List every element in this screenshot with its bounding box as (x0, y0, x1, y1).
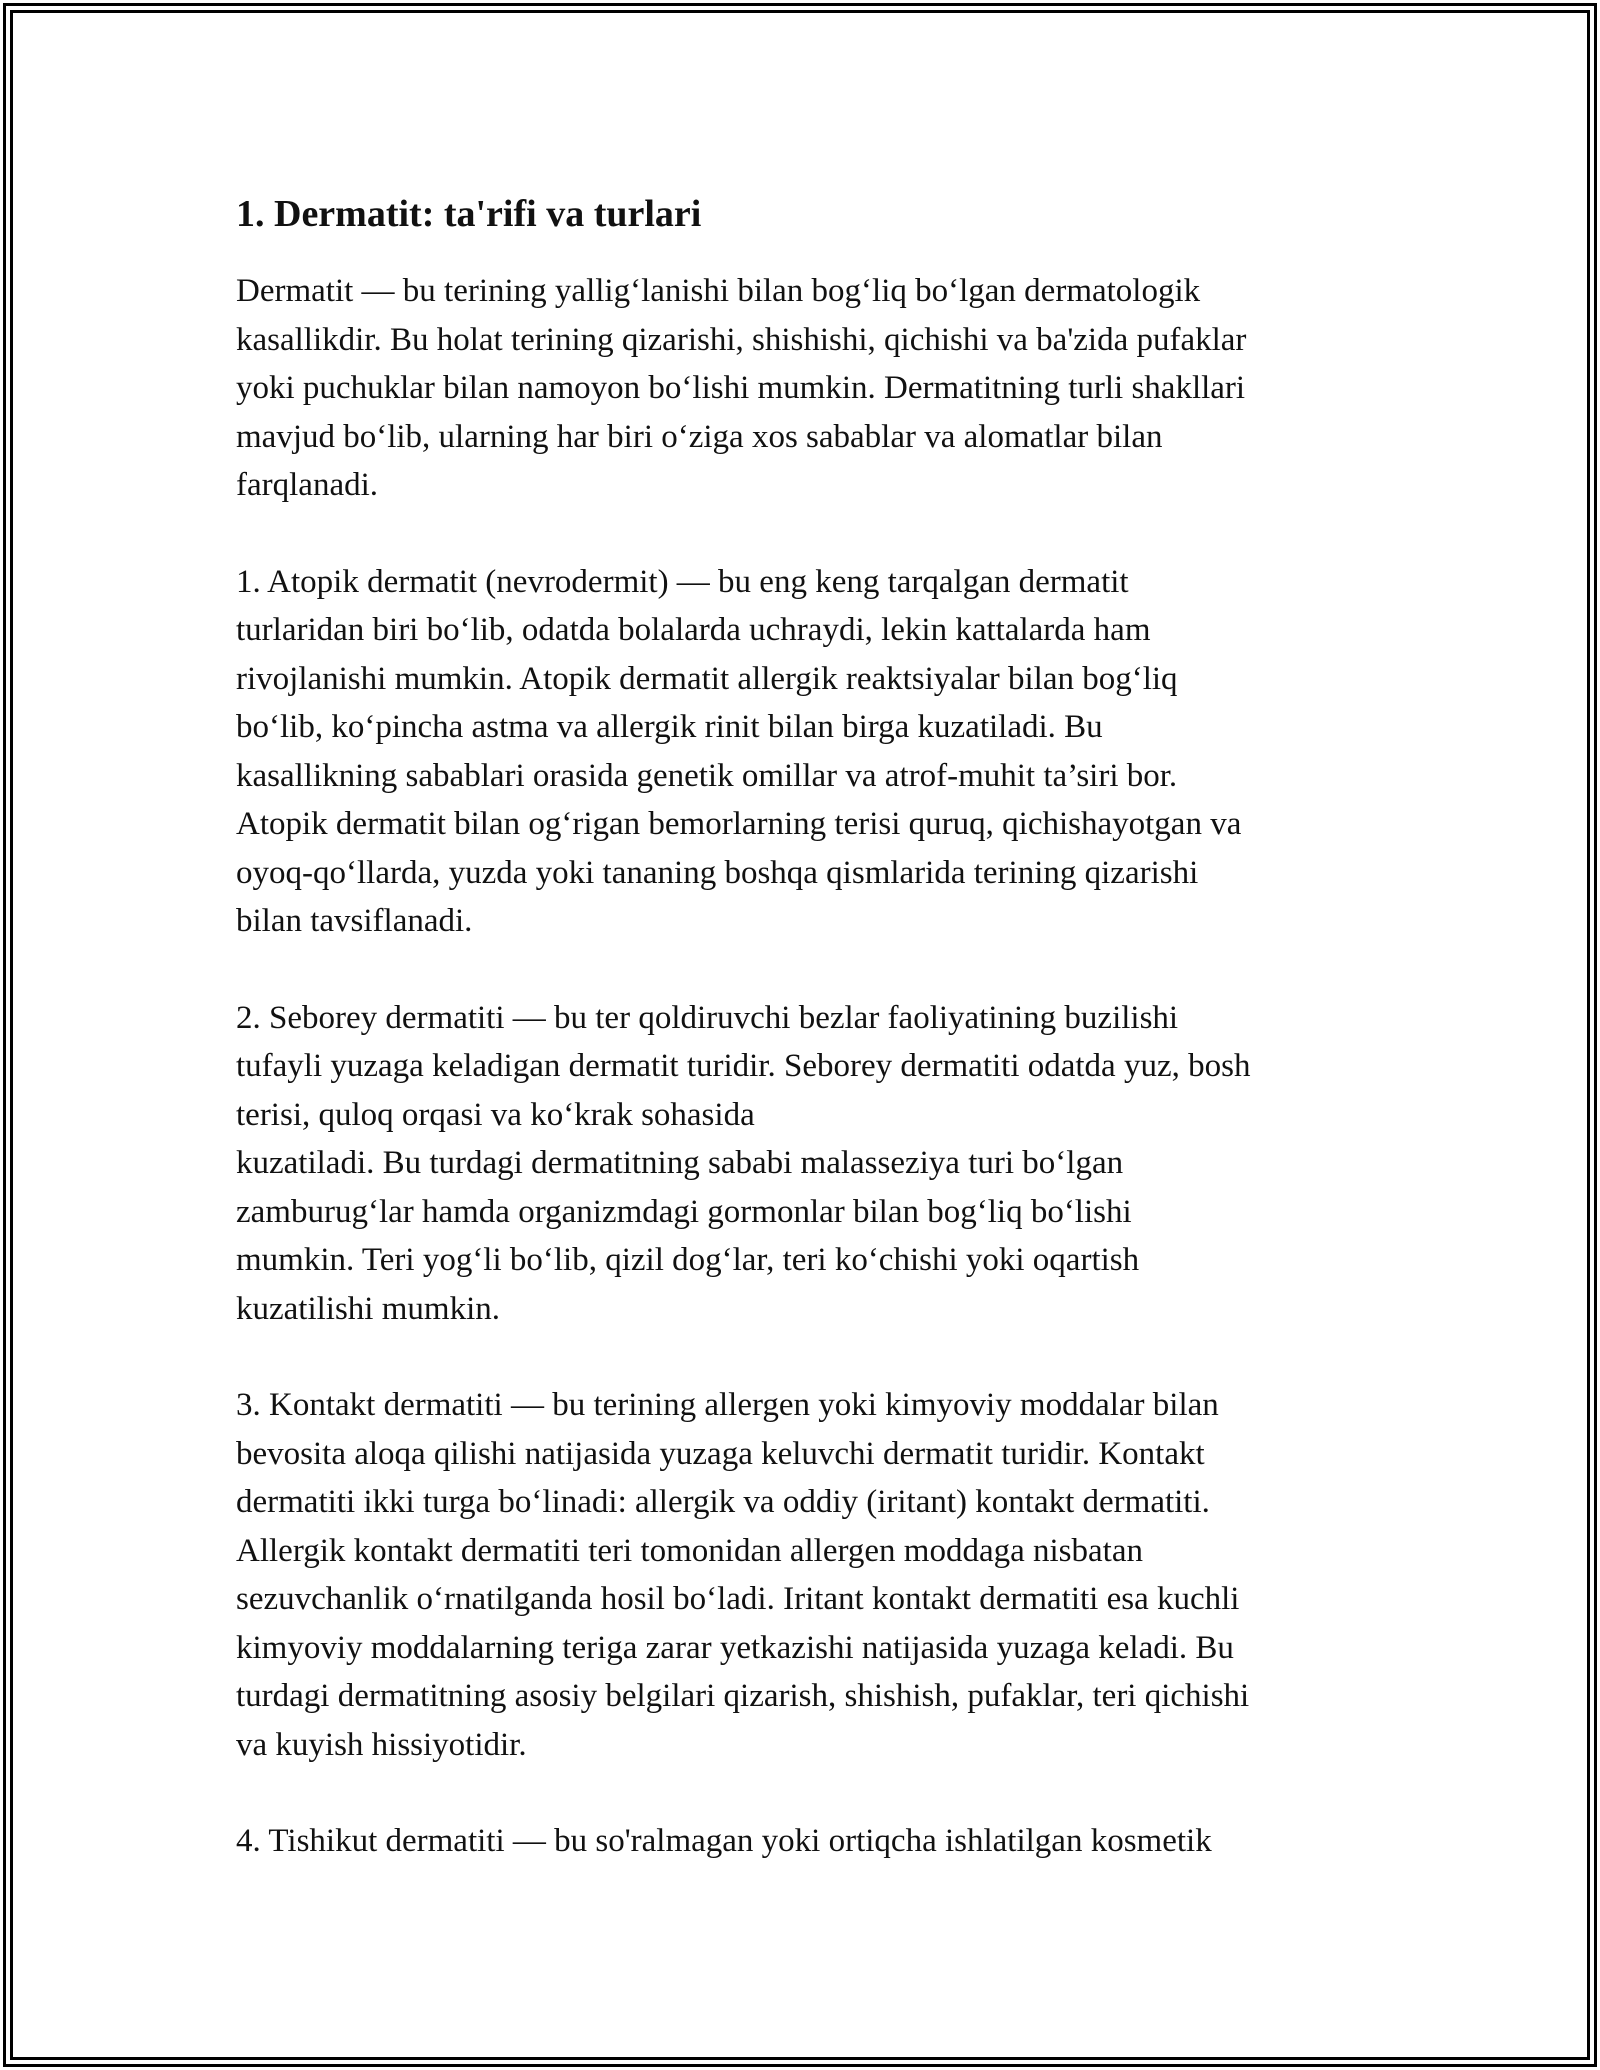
fourth-type-paragraph: 4. Tishikut dermatiti — bu so'ralmagan yoki ortiqcha ishlatilgan kosmetik (236, 1823, 1212, 1859)
document-page (236, 185, 1386, 1914)
intro-paragraph: Dermatit — bu terining yallig‘lanishi bilan bog‘liq bo‘lgan dermatologik kasallikdir. Bu holat terining qizarishi, shishishi, qichishi va ba'zida pufaklar yoki puchuklar bilan namoyon bo‘lishi mumkin. Dermatitning turli shakllari mavjud bo‘lib, ularning har biri o‘ziga xos sabablar va alomatlar bilan farqlanadi. (236, 273, 1247, 503)
contact-dermatitis-paragraph: 3. Kontakt dermatiti — bu terining allergen yoki kimyoviy moddalar bilan bevosita aloqa qilishi natijasida yuzaga keluvchi dermatit turidir. Kontakt dermatiti ikki turga bo‘linadi: allergik va oddiy (iritant) kontakt dermatiti. Allergik kontakt dermatiti teri tomonidan allergen moddaga nisbatan sezuvchanlik o‘rnatilganda hosil bo‘ladi. Iritant kontakt dermatiti esa kuchli kimyoviy moddalarning teriga zarar yetkazishi natijasida yuzaga keladi. Bu turdagi dermatitning asosiy belgilari qizarish, shishish, pufaklar, teri qichishi va kuyish hissiyotidir. (236, 1387, 1250, 1763)
seborrheic-dermatitis-paragraph: 2. Seborey dermatiti — bu ter qoldiruvchi bezlar faoliyatining buzilishi tufayli yuzaga keladigan dermatit turidir. Seborey dermatiti odatda yuz, bosh terisi, quloq orqasi va ko‘krak sohasida kuzatiladi. Bu turdagi dermatitning sababi malasseziya turi bo‘lgan zamburug‘lar hamda organizmdagi gormonlar bilan bog‘liq bo‘lishi mumkin. Teri yog‘li bo‘lib, qizil dog‘lar, teri ko‘chishi yoki oqartish kuzatilishi mumkin. (236, 999, 1251, 1327)
atopic-dermatitis-paragraph: 1. Atopik dermatit (nevrodermit) — bu eng keng tarqalgan dermatit turlaridan biri bo‘lib, odatda bolalarda uchraydi, lekin kattalarda ham rivojlanishi mumkin. Atopik dermatit allergik reaktsiyalar bilan bog‘liq bo‘lib, ko‘pincha astma va allergik rinit bilan birga kuzatiladi. Bu kasallikning sabablari orasida genetik omillar va atrof-muhit ta’siri bor. Atopik dermatit bilan og‘rigan bemorlarning terisi quruq, qichishayotgan va oyoq-qo‘llarda, yuzda yoki tananing boshqa qismlarida terining qizarishi bilan tavsiflanadi. (236, 563, 1242, 939)
section-heading: 1. Dermatit: ta'rifi va turlari (236, 193, 702, 235)
